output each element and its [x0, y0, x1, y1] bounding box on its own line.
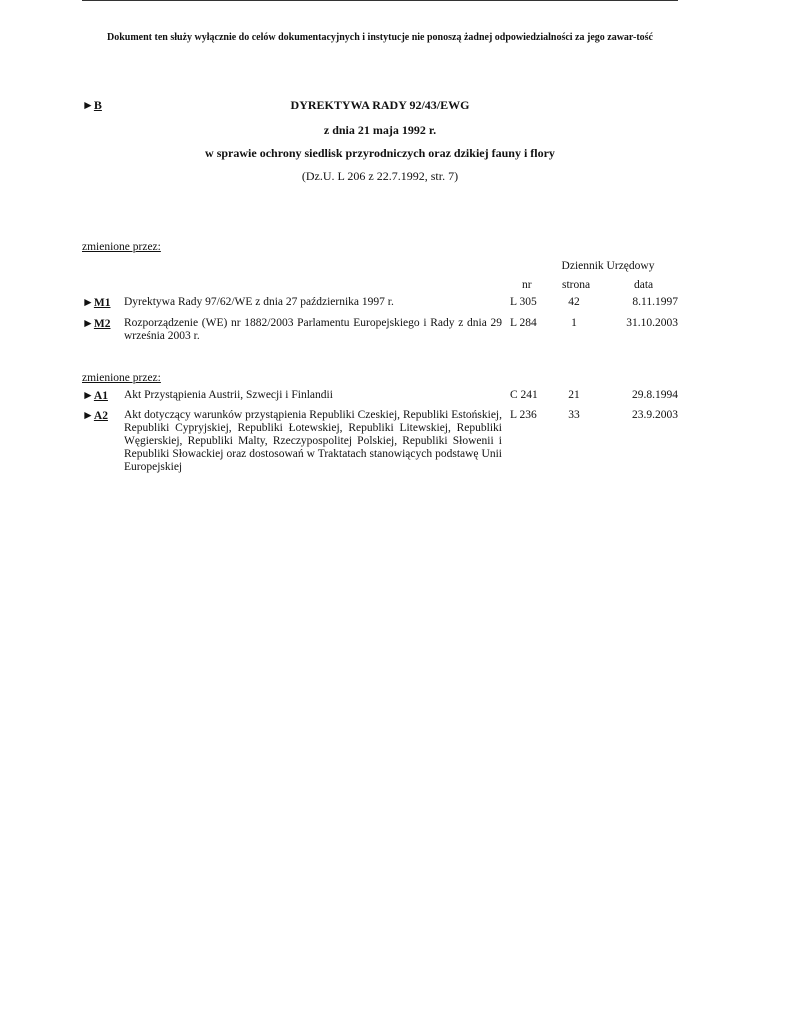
amendment-journal-number: L 284: [510, 317, 537, 329]
column-header-nr: nr: [522, 279, 532, 291]
accession-title: Akt dotyczący warunków przystąpienia Republiki Czeskiej, Republiki Estońskiej, Republiki Cypryjskiej, Republiki Łotewskiej, Republiki Litewskiej, Republiki Węgierskiej, Republiki Malty, Rzeczypospolitej Polskiej, Republiki Słowenii i Republiki Słowackiej oraz dostosowań w Traktatach stanowiących podstawę Unii Europejskiej: [124, 409, 502, 473]
amendment-marker[interactable]: [82, 317, 111, 331]
document-reference: (Dz.U. L 206 z 22.7.1992, str. 7): [301, 169, 459, 183]
accession-title: Akt Przystąpienia Austrii, Szwecji i Finlandii: [124, 389, 333, 401]
amendment-page: 42: [568, 296, 580, 308]
accession-row-a1: [82, 389, 678, 403]
accession-marker[interactable]: [82, 409, 108, 423]
accession-marker[interactable]: [82, 389, 108, 403]
amendment-row-m1: [82, 296, 678, 310]
accession-code-link[interactable]: A1: [93, 390, 108, 402]
amended-by-accession-label: zmienione przez:: [82, 372, 161, 384]
accession-journal-number: C 241: [510, 389, 538, 401]
amendment-page: 1: [571, 317, 577, 329]
amendment-code-link[interactable]: M1: [93, 297, 111, 309]
accession-date: 29.8.1994: [632, 389, 678, 401]
accession-page: 33: [568, 409, 580, 421]
disclaimer-note: Dokument ten służy wyłącznie do celów dokumentacyjnych i instytucje nie ponoszą żadnej odpowiedzialności za jego zawar-tość: [107, 32, 653, 43]
document-title: DYREKTYWA RADY 92/43/EWG: [290, 98, 470, 112]
column-header-page: strona: [562, 279, 591, 291]
official-journal-heading: Dziennik Urzędowy: [561, 260, 655, 272]
column-header-date: data: [634, 279, 654, 291]
amendment-journal-number: L 305: [510, 296, 537, 308]
amendment-title: Rozporządzenie (WE) nr 1882/2003 Parlamentu Europejskiego i Rady z dnia 29 września 2003 r.: [124, 317, 502, 342]
accession-code-link[interactable]: A2: [93, 410, 108, 422]
accession-journal-number: L 236: [510, 409, 537, 421]
amendment-date: 8.11.1997: [632, 296, 678, 308]
top-rule: [82, 0, 678, 1]
amended-by-label: zmienione przez:: [82, 241, 161, 253]
arrow-right-icon: ►: [82, 98, 94, 112]
accession-row-a2: [82, 409, 678, 479]
amendment-date: 31.10.2003: [626, 317, 678, 329]
amendment-marker[interactable]: [82, 296, 111, 310]
amendment-code-link[interactable]: M2: [93, 318, 111, 330]
arrow-right-icon: ►: [82, 316, 94, 330]
base-act-code-link[interactable]: B: [93, 98, 102, 112]
amendment-row-m2: [82, 317, 678, 345]
arrow-right-icon: ►: [82, 295, 94, 309]
amendment-title: Dyrektywa Rady 97/62/WE z dnia 27 października 1997 r.: [124, 296, 394, 308]
document-subject: w sprawie ochrony siedlisk przyrodniczych oraz dzikiej fauny i flory: [205, 146, 555, 160]
accession-date: 23.9.2003: [632, 409, 678, 421]
accession-page: 21: [568, 389, 580, 401]
arrow-right-icon: ►: [82, 408, 94, 422]
document-date: z dnia 21 maja 1992 r.: [323, 123, 437, 137]
arrow-right-icon: ►: [82, 388, 94, 402]
